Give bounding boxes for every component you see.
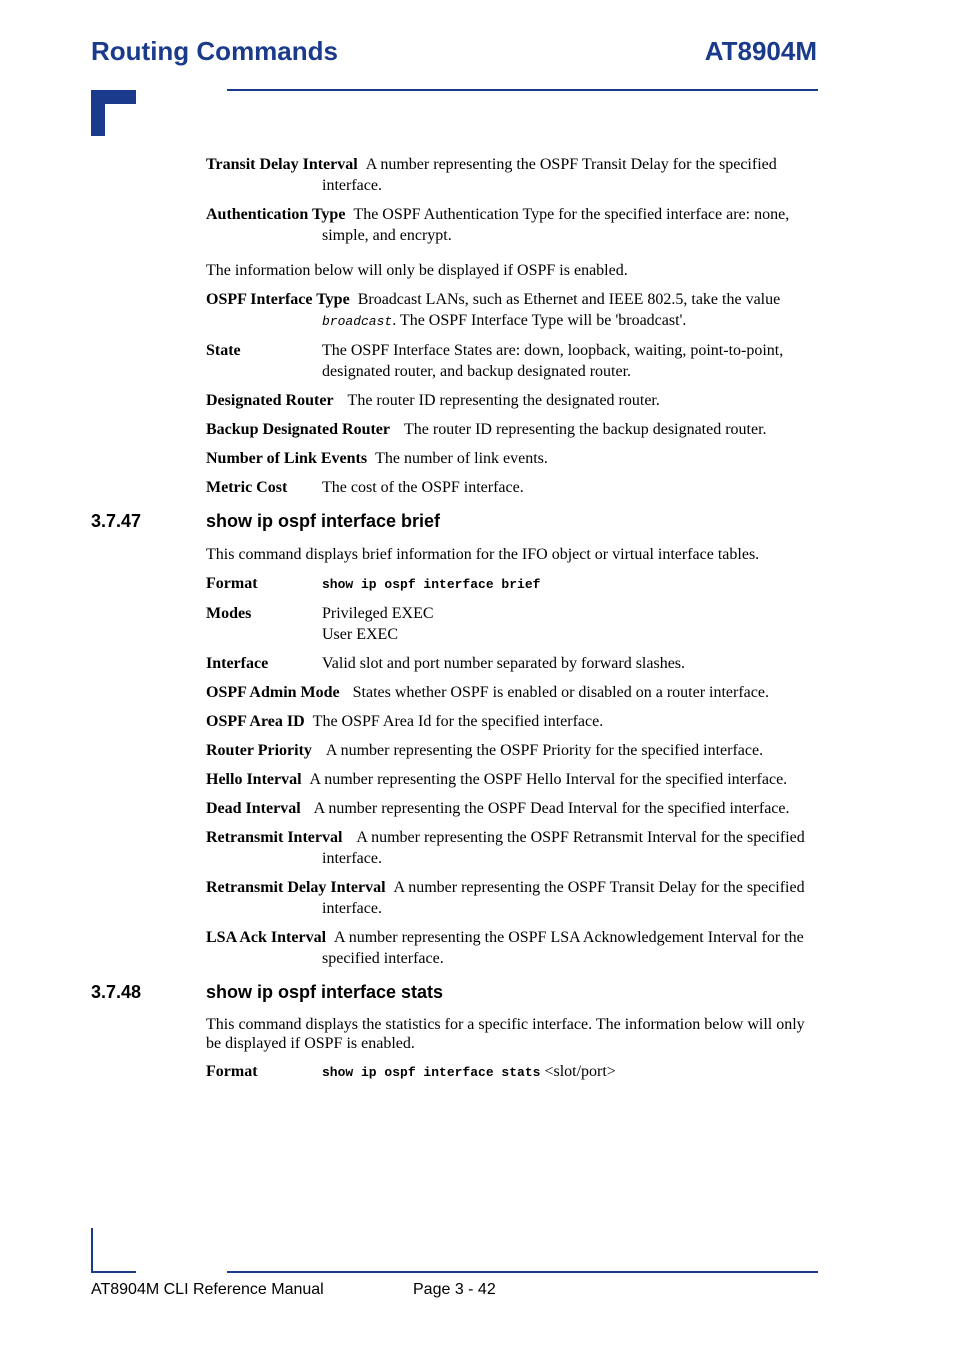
corner-bracket-bottom [91,1228,136,1273]
def-desc: The cost of the OSPF interface. [322,479,524,496]
def-term: Authentication Type [206,206,346,223]
def-desc: A number representing the OSPF Transit Delay for the specified interface. [322,156,777,194]
def-term: OSPF Area ID [206,713,305,730]
section-title: show ip ospf interface brief [206,511,441,531]
footer-manual-title: AT8904M CLI Reference Manual [91,1281,324,1298]
def-desc: A number representing the OSPF Retransmit Interval for the specified interface. [322,829,805,867]
def-desc: The OSPF Interface States are: down, loopback, waiting, point-to-point, designated router, and backup designated router. [322,342,784,380]
section-number: 3.7.47 [91,511,142,531]
def-term: Router Priority [206,742,312,759]
format-label: Format [206,575,258,592]
def-link-events [206,448,820,469]
section-intro: This command displays brief information for the IFO object or virtual interface tables. [206,546,760,563]
def-desc: A number representing the OSPF Dead Interval for the specified interface. [313,800,790,817]
def-desc: The router ID representing the designated router. [347,392,660,409]
def-interface [206,653,820,674]
def-term: Transit Delay Interval [206,156,358,173]
def-term: State [206,342,241,359]
def-desc: A number representing the OSPF Transit Delay for the specified interface. [322,879,805,917]
def-term: Metric Cost [206,479,288,496]
def-area-id [206,711,820,732]
format-argument: <slot/port> [544,1063,616,1080]
def-dead-interval [206,798,820,819]
broadcast-code: broadcast [322,314,393,329]
def-term: Designated Router [206,392,334,409]
def-term: Dead Interval [206,800,301,817]
def-lsa-ack [206,927,820,969]
def-desc: States whether OSPF is enabled or disabled on a router interface. [352,684,769,701]
modes-label: Modes [206,605,252,622]
def-term: Retransmit Interval [206,829,343,846]
corner-bracket-top [91,90,136,136]
format-line [206,1061,820,1083]
def-term: Hello Interval [206,771,302,788]
def-retransmit-interval [206,827,820,869]
format-command: show ip ospf interface brief [322,577,541,592]
def-desc-after: . The OSPF Interface Type will be 'broadcast'. [392,312,687,329]
def-desc: The router ID representing the backup designated router. [404,421,767,438]
ospf-enabled-note: The information below will only be displayed if OSPF is enabled. [206,262,628,279]
def-desc: A number representing the OSPF Priority for the specified interface. [325,742,764,759]
def-backup-designated-router [206,419,820,440]
def-desc: The OSPF Area Id for the specified interface. [312,713,604,730]
def-term: Retransmit Delay Interval [206,879,386,896]
mode-user: User EXEC [322,626,398,643]
def-desc: The number of link events. [375,450,548,467]
def-designated-router [206,390,820,411]
def-desc: The OSPF Authentication Type for the specified interface are: none, simple, and encrypt. [322,206,790,244]
def-term: Backup Designated Router [206,421,391,438]
def-state [206,340,820,382]
section-number: 3.7.48 [91,982,142,1002]
format-label: Format [206,1063,258,1080]
section-title: show ip ospf interface stats [206,982,444,1002]
header-section-title: Routing Commands [91,36,338,66]
modes-line [206,603,820,645]
def-interface-type [206,289,820,332]
header-rule [227,89,818,91]
def-router-priority [206,740,820,761]
def-admin-mode [206,682,820,703]
def-term: OSPF Admin Mode [206,684,340,701]
format-line [206,573,820,595]
def-term: Number of Link Events [206,450,368,467]
page-body [91,154,820,1091]
footer-page-number: Page 3 - 42 [413,1281,496,1298]
def-desc: A number representing the OSPF Hello Interval for the specified interface. [309,771,788,788]
section-intro: This command displays the statistics for a specific interface. The information below will only be displayed if OSPF is enabled. [206,1016,805,1052]
header-product-title: AT8904M [704,36,817,66]
def-term: LSA Ack Interval [206,929,327,946]
def-metric-cost [206,477,820,498]
section-heading-3-7-47 [91,510,820,532]
def-term: OSPF Interface Type [206,291,350,308]
format-command: show ip ospf interface stats [322,1065,541,1080]
def-hello-interval [206,769,820,790]
def-desc: Broadcast LANs, such as Ethernet and IEEE 802.5, take the value [357,291,781,308]
def-transit-delay [206,154,820,196]
def-desc: A number representing the OSPF LSA Acknowledgement Interval for the specified interface. [322,929,804,967]
def-term: Interface [206,655,269,672]
def-retransmit-delay [206,877,820,919]
footer-rule [227,1271,818,1273]
def-auth-type [206,204,820,246]
def-desc: Valid slot and port number separated by forward slashes. [322,655,686,672]
mode-privileged: Privileged EXEC [322,605,434,622]
section-heading-3-7-48 [91,981,820,1003]
